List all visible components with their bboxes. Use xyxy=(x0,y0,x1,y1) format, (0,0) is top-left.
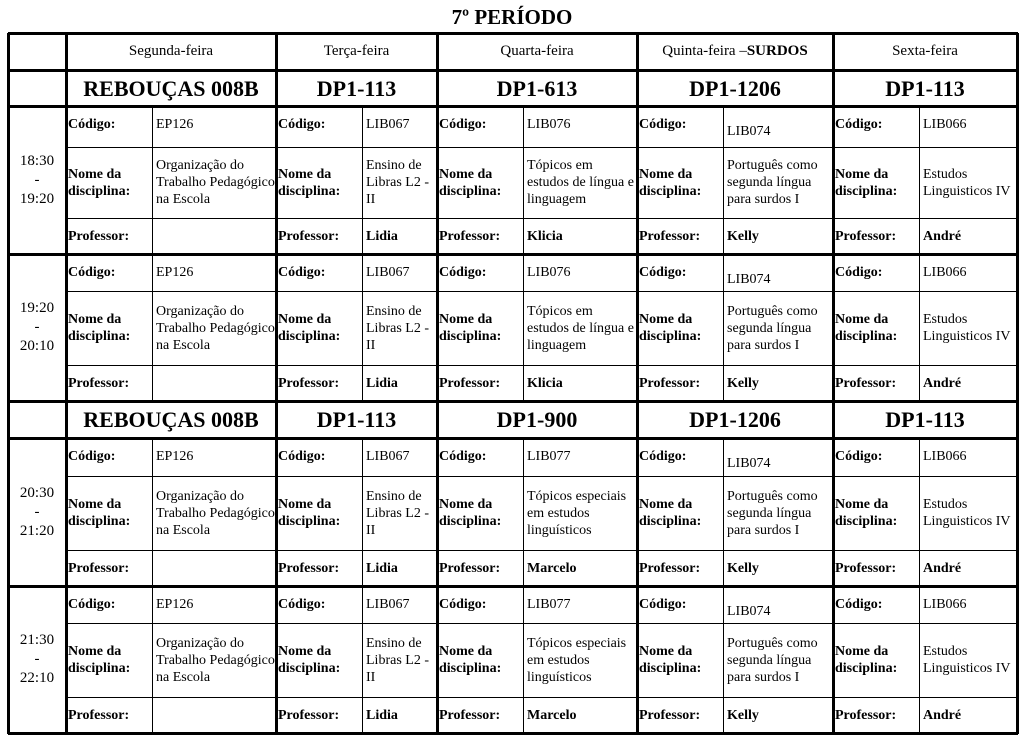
professor-label: Professor: xyxy=(639,560,701,576)
professor-name: Klicia xyxy=(527,375,563,391)
professor-label: Professor: xyxy=(68,375,130,391)
professor-label: Professor: xyxy=(639,228,701,244)
professor-label: Professor: xyxy=(639,375,701,391)
nome-label: Nome da disciplina: xyxy=(835,312,898,344)
course-code: LIB074 xyxy=(727,272,771,287)
grid-line xyxy=(152,586,153,733)
codigo-label: Código: xyxy=(278,597,326,612)
grid-line xyxy=(8,253,1018,256)
course-name: Ensino de Libras L2 - II xyxy=(366,158,429,207)
course-name: Tópicos especiais em estudos linguísticos xyxy=(527,488,627,538)
course-name: Organização do Trabalho Pedagógico na Escola xyxy=(156,488,275,538)
grid-line xyxy=(8,105,1018,108)
course-name: Português como segunda língua para surdos I xyxy=(727,303,818,353)
codigo-label: Código: xyxy=(68,449,116,464)
day-name: Sexta-feira xyxy=(892,43,958,59)
grid-line xyxy=(66,147,1017,148)
time-start: 18:30 xyxy=(19,152,55,169)
codigo-label: Código: xyxy=(835,117,883,132)
nome-label: Nome da disciplina: xyxy=(639,644,702,676)
time-range xyxy=(20,152,54,209)
professor-name: Lidia xyxy=(366,228,398,244)
codigo-label: Código: xyxy=(835,597,883,612)
grid-line xyxy=(636,33,639,734)
time-slot xyxy=(8,438,66,586)
grid-line xyxy=(66,365,1017,366)
time-sep: - xyxy=(34,319,40,335)
codigo-label: Código: xyxy=(835,265,883,280)
nome-label: Nome da disciplina: xyxy=(639,312,702,344)
codigo-label: Código: xyxy=(639,117,687,132)
grid-line xyxy=(1016,33,1019,734)
grid-line xyxy=(919,254,920,401)
day-header xyxy=(833,33,1017,70)
grid-line xyxy=(66,476,1017,477)
room-label: DP1-113 xyxy=(885,75,965,101)
course-name: Português como segunda língua para surdos I xyxy=(727,158,818,207)
nome-label: Nome da disciplina: xyxy=(68,497,131,529)
day-header xyxy=(637,33,833,70)
grid-line xyxy=(152,438,153,586)
course-code: LIB066 xyxy=(923,265,967,280)
grid-line xyxy=(436,33,439,734)
course-code: EP126 xyxy=(156,449,194,464)
grid-line xyxy=(362,254,363,401)
room-label: DP1-113 xyxy=(316,75,397,101)
nome-label: Nome da disciplina: xyxy=(835,497,898,529)
grid-line xyxy=(8,585,1018,588)
codigo-label: Código: xyxy=(439,597,487,612)
codigo-label: Código: xyxy=(68,597,116,612)
grid-line xyxy=(152,254,153,401)
time-start: 20:30 xyxy=(19,484,55,501)
professor-name xyxy=(152,218,276,254)
professor-label: Professor: xyxy=(278,707,340,723)
course-code: LIB076 xyxy=(527,265,571,280)
room-label: DP1-113 xyxy=(316,407,397,432)
course-code: EP126 xyxy=(156,597,194,612)
grid-line xyxy=(275,33,278,734)
professor-name: André xyxy=(923,375,962,391)
grid-line xyxy=(66,291,1017,292)
grid-line xyxy=(362,438,363,586)
nome-label: Nome da disciplina: xyxy=(68,312,131,344)
grid-line xyxy=(66,550,1017,551)
professor-label: Professor: xyxy=(278,375,340,391)
grid-line xyxy=(7,33,10,734)
course-code: EP126 xyxy=(156,117,194,132)
professor-label: Professor: xyxy=(835,375,897,391)
professor-label: Professor: xyxy=(68,560,130,576)
course-code: EP126 xyxy=(156,265,194,280)
codigo-label: Código: xyxy=(639,449,687,464)
professor-name: Lidia xyxy=(366,707,398,723)
course-code: LIB067 xyxy=(366,449,410,464)
nome-label: Nome da disciplina: xyxy=(439,644,502,676)
nome-label: Nome da disciplina: xyxy=(439,166,502,199)
grid-line xyxy=(723,106,724,254)
course-name: Ensino de Libras L2 - II xyxy=(366,635,429,685)
day-header xyxy=(276,33,437,70)
course-name: Português como segunda língua para surdos I xyxy=(727,488,818,538)
codigo-label: Código: xyxy=(439,265,487,280)
day-name: Terça-feira xyxy=(323,43,390,59)
codigo-label: Código: xyxy=(278,265,326,280)
codigo-label: Código: xyxy=(278,449,326,464)
professor-name: Lidia xyxy=(366,560,398,576)
day-name: Quinta-feira – xyxy=(662,43,747,59)
day-header xyxy=(437,33,637,70)
day-name: Quarta-feira xyxy=(500,43,574,59)
grid-line xyxy=(919,438,920,586)
course-name: Organização do Trabalho Pedagógico na Escola xyxy=(156,158,275,207)
time-sep: - xyxy=(34,651,40,667)
day-name: Segunda-feira xyxy=(128,43,214,59)
professor-name: Klicia xyxy=(527,228,563,244)
professor-label: Professor: xyxy=(439,560,501,576)
grid-line xyxy=(66,697,1017,698)
grid-line xyxy=(8,400,1018,403)
grid-line xyxy=(723,438,724,586)
professor-label: Professor: xyxy=(278,560,340,576)
nome-label: Nome da disciplina: xyxy=(278,312,341,344)
grid-line xyxy=(152,106,153,254)
room-label: DP1-613 xyxy=(496,75,578,101)
professor-name: Kelly xyxy=(727,228,759,244)
nome-label: Nome da disciplina: xyxy=(278,166,341,199)
course-code: LIB066 xyxy=(923,117,967,132)
codigo-label: Código: xyxy=(639,265,687,280)
course-name: Português como segunda língua para surdos I xyxy=(727,635,818,685)
nome-label: Nome da disciplina: xyxy=(639,497,702,529)
codigo-label: Código: xyxy=(835,449,883,464)
grid-line xyxy=(65,33,68,734)
professor-name: Kelly xyxy=(727,560,759,576)
grid-line xyxy=(919,106,920,254)
professor-label: Professor: xyxy=(835,707,897,723)
time-end: 21:20 xyxy=(19,522,55,539)
grid-line xyxy=(723,254,724,401)
professor-label: Professor: xyxy=(639,707,701,723)
grid-line xyxy=(66,218,1017,219)
grid-line xyxy=(8,732,1018,735)
professor-name: André xyxy=(923,560,962,576)
time-range xyxy=(20,484,54,541)
nome-label: Nome da disciplina: xyxy=(439,497,502,529)
time-range xyxy=(20,631,54,688)
course-code: LIB067 xyxy=(366,117,410,132)
professor-name: Kelly xyxy=(727,375,759,391)
nome-label: Nome da disciplina: xyxy=(835,644,898,676)
grid-line xyxy=(919,586,920,733)
course-code: LIB067 xyxy=(366,265,410,280)
professor-label: Professor: xyxy=(439,707,501,723)
codigo-label: Código: xyxy=(68,265,116,280)
course-name: Estudos Linguisticos IV xyxy=(923,644,1011,676)
professor-name: Marcelo xyxy=(527,560,577,576)
time-end: 22:10 xyxy=(19,670,55,686)
time-end: 19:20 xyxy=(19,190,55,207)
course-name: Organização do Trabalho Pedagógico na Escola xyxy=(156,303,275,353)
room-label: DP1-1206 xyxy=(689,407,781,432)
time-slot xyxy=(8,254,66,401)
codigo-label: Código: xyxy=(68,117,116,132)
codigo-label: Código: xyxy=(439,449,487,464)
codigo-label: Código: xyxy=(278,117,326,132)
room-label: REBOUÇAS 008B xyxy=(83,75,259,101)
time-start: 21:30 xyxy=(19,632,55,648)
course-code: LIB077 xyxy=(527,597,571,612)
time-slot xyxy=(8,586,66,733)
grid-line xyxy=(523,586,524,733)
grid-line xyxy=(8,437,1018,440)
time-sep: - xyxy=(34,171,40,188)
grid-line xyxy=(8,69,1018,72)
nome-label: Nome da disciplina: xyxy=(639,166,702,199)
time-end: 20:10 xyxy=(19,338,55,354)
room-label: DP1-1206 xyxy=(689,75,781,101)
room-label: DP1-900 xyxy=(496,407,578,432)
course-name: Tópicos em estudos de língua e linguagem xyxy=(527,303,634,353)
grid-line xyxy=(66,623,1017,624)
professor-label: Professor: xyxy=(439,228,501,244)
professor-name xyxy=(152,365,276,401)
course-code: LIB074 xyxy=(727,604,771,619)
professor-name xyxy=(152,697,276,733)
course-name: Estudos Linguisticos IV xyxy=(923,312,1011,344)
professor-label: Professor: xyxy=(68,707,130,723)
codigo-label: Código: xyxy=(439,117,487,132)
page-title: 7º PERÍODO xyxy=(451,5,573,29)
course-name: Ensino de Libras L2 - II xyxy=(366,303,429,353)
course-code: LIB074 xyxy=(727,124,771,139)
course-code: LIB077 xyxy=(527,449,571,464)
course-code: LIB066 xyxy=(923,449,967,464)
course-name: Ensino de Libras L2 - II xyxy=(366,488,429,538)
professor-name xyxy=(152,550,276,586)
time-start: 19:20 xyxy=(19,300,55,316)
professor-label: Professor: xyxy=(835,560,897,576)
nome-label: Nome da disciplina: xyxy=(835,166,898,199)
nome-label: Nome da disciplina: xyxy=(439,312,502,344)
codigo-label: Código: xyxy=(639,597,687,612)
professor-name: Lidia xyxy=(366,375,398,391)
course-name: Tópicos especiais em estudos linguísticos xyxy=(527,635,627,685)
nome-label: Nome da disciplina: xyxy=(278,497,341,529)
professor-name: Marcelo xyxy=(527,707,577,723)
professor-label: Professor: xyxy=(439,375,501,391)
course-name: Estudos Linguisticos IV xyxy=(923,497,1011,529)
course-code: LIB074 xyxy=(727,456,771,471)
professor-label: Professor: xyxy=(68,228,130,244)
course-name: Organização do Trabalho Pedagógico na Escola xyxy=(156,635,275,685)
course-code: LIB067 xyxy=(366,597,410,612)
course-code: LIB066 xyxy=(923,597,967,612)
day-header xyxy=(66,33,276,70)
grid-line xyxy=(523,438,524,586)
time-range xyxy=(20,299,54,356)
nome-label: Nome da disciplina: xyxy=(68,644,131,676)
professor-name: André xyxy=(923,707,962,723)
grid-line xyxy=(723,586,724,733)
grid-line xyxy=(8,32,1018,35)
time-sep: - xyxy=(34,503,40,520)
professor-name: Kelly xyxy=(727,707,759,723)
professor-label: Professor: xyxy=(835,228,897,244)
grid-line xyxy=(523,254,524,401)
room-label: DP1-113 xyxy=(885,407,965,432)
grid-line xyxy=(832,33,835,734)
course-name: Estudos Linguisticos IV xyxy=(923,166,1011,199)
time-slot xyxy=(8,106,66,254)
nome-label: Nome da disciplina: xyxy=(68,166,131,199)
room-label: REBOUÇAS 008B xyxy=(83,407,259,432)
grid-line xyxy=(362,586,363,733)
nome-label: Nome da disciplina: xyxy=(278,644,341,676)
course-code: LIB076 xyxy=(527,117,571,132)
grid-line xyxy=(362,106,363,254)
professor-label: Professor: xyxy=(278,228,340,244)
course-name: Tópicos em estudos de língua e linguagem xyxy=(527,158,634,207)
professor-name: André xyxy=(923,228,962,244)
day-extra: SURDOS xyxy=(746,43,808,59)
grid-line xyxy=(523,106,524,254)
